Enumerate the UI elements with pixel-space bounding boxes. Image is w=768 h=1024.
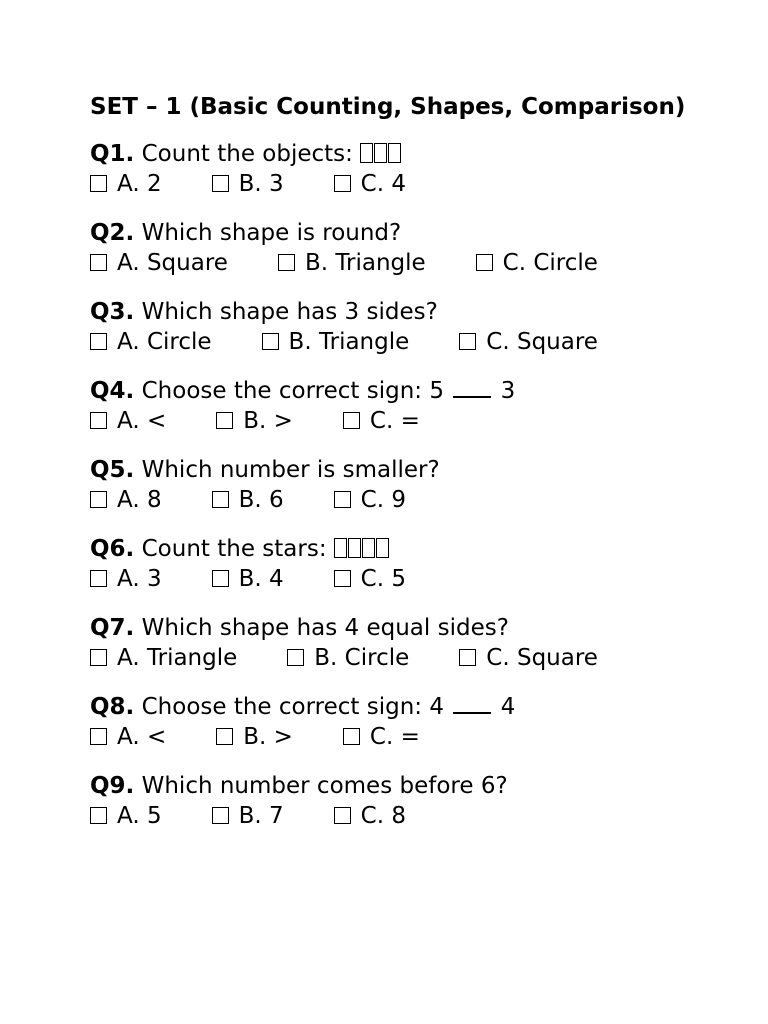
question-text: Which number comes before 6? xyxy=(141,773,508,799)
option-label: C. Circle xyxy=(502,250,598,276)
checkbox-icon[interactable] xyxy=(212,807,229,824)
question-number: Q7. xyxy=(90,615,135,641)
question-number: Q4. xyxy=(90,378,135,404)
option-label: A. < xyxy=(117,724,167,750)
answer-blank[interactable] xyxy=(453,692,491,714)
question-7-options xyxy=(90,643,710,673)
option-label: A. Triangle xyxy=(117,645,238,671)
option-label: A. < xyxy=(117,408,167,434)
question-number: Q1. xyxy=(90,141,135,167)
option-a[interactable] xyxy=(90,722,166,752)
option-label: B. 6 xyxy=(238,487,284,513)
option-label: C. Square xyxy=(486,645,598,671)
option-a[interactable] xyxy=(90,564,162,594)
missing-glyph-icon xyxy=(374,143,387,163)
question-text: Which shape is round? xyxy=(141,220,402,246)
option-c[interactable] xyxy=(334,564,406,594)
question-1 xyxy=(90,139,710,199)
option-label: C. 9 xyxy=(360,487,406,513)
option-label: A. Circle xyxy=(117,329,212,355)
checkbox-icon[interactable] xyxy=(459,649,476,666)
question-9-prompt xyxy=(90,771,710,801)
option-label: B. 3 xyxy=(238,171,284,197)
option-a[interactable] xyxy=(90,248,228,278)
question-number: Q5. xyxy=(90,457,135,483)
question-number: Q9. xyxy=(90,773,135,799)
missing-glyph-icon xyxy=(376,538,389,558)
worksheet-title: SET – 1 (Basic Counting, Shapes, Comparison) xyxy=(90,94,686,120)
option-b[interactable] xyxy=(216,722,293,752)
checkbox-icon[interactable] xyxy=(343,412,360,429)
option-label: B. > xyxy=(243,724,293,750)
checkbox-icon[interactable] xyxy=(90,570,107,587)
question-6-options xyxy=(90,564,710,594)
question-number: Q2. xyxy=(90,220,135,246)
question-9-options xyxy=(90,801,710,831)
option-label: B. Triangle xyxy=(288,329,410,355)
question-5 xyxy=(90,455,710,515)
option-label: C. 5 xyxy=(360,566,406,592)
option-a[interactable] xyxy=(90,406,166,436)
option-b[interactable] xyxy=(216,406,293,436)
option-c[interactable] xyxy=(343,406,420,436)
option-a[interactable] xyxy=(90,169,162,199)
checkbox-icon[interactable] xyxy=(212,491,229,508)
checkbox-icon[interactable] xyxy=(212,570,229,587)
option-b[interactable] xyxy=(212,485,284,515)
option-label: A. 5 xyxy=(117,803,162,829)
option-c[interactable] xyxy=(476,248,598,278)
question-text: Count the objects: xyxy=(141,141,353,167)
question-text-end: 4 xyxy=(500,694,516,720)
option-label: B. > xyxy=(243,408,293,434)
option-a[interactable] xyxy=(90,643,237,673)
checkbox-icon[interactable] xyxy=(90,728,107,745)
option-label: A. Square xyxy=(117,250,228,276)
question-text: Choose the correct sign: 4 xyxy=(141,694,444,720)
question-4-options xyxy=(90,406,710,436)
question-8-options xyxy=(90,722,710,752)
checkbox-icon[interactable] xyxy=(287,649,304,666)
missing-glyph-icon xyxy=(362,538,375,558)
question-4 xyxy=(90,376,710,436)
checkbox-icon[interactable] xyxy=(90,412,107,429)
question-6 xyxy=(90,534,710,594)
checkbox-icon[interactable] xyxy=(216,728,233,745)
checkbox-icon[interactable] xyxy=(334,491,351,508)
question-1-prompt xyxy=(90,139,710,169)
option-b[interactable] xyxy=(212,801,284,831)
question-text: Which number is smaller? xyxy=(141,457,440,483)
question-number: Q3. xyxy=(90,299,135,325)
option-label: C. Square xyxy=(486,329,598,355)
missing-glyph-icon xyxy=(334,538,347,558)
question-text-end: 3 xyxy=(500,378,516,404)
option-label: B. 7 xyxy=(238,803,284,829)
checkbox-icon[interactable] xyxy=(334,570,351,587)
worksheet xyxy=(90,92,710,850)
option-b[interactable] xyxy=(262,327,410,357)
option-label: A. 2 xyxy=(117,171,162,197)
option-a[interactable] xyxy=(90,801,162,831)
option-label: A. 8 xyxy=(117,487,162,513)
checkbox-icon[interactable] xyxy=(459,333,476,350)
question-text: Which shape has 4 equal sides? xyxy=(141,615,509,641)
option-c[interactable] xyxy=(334,485,406,515)
option-c[interactable] xyxy=(334,801,406,831)
checkbox-icon[interactable] xyxy=(343,728,360,745)
question-8 xyxy=(90,692,710,752)
question-3-prompt xyxy=(90,297,710,327)
question-7 xyxy=(90,613,710,673)
option-label: C. = xyxy=(369,408,420,434)
missing-glyph-icon xyxy=(360,143,373,163)
question-3-options xyxy=(90,327,710,357)
question-8-prompt xyxy=(90,692,710,722)
star-glyphs xyxy=(334,538,389,558)
question-text: Choose the correct sign: 5 xyxy=(141,378,444,404)
option-b[interactable] xyxy=(287,643,409,673)
option-b[interactable] xyxy=(278,248,426,278)
question-text: Count the stars: xyxy=(141,536,327,562)
option-label: A. 3 xyxy=(117,566,162,592)
missing-glyph-icon xyxy=(388,143,401,163)
option-a[interactable] xyxy=(90,485,162,515)
question-2-prompt xyxy=(90,218,710,248)
question-5-prompt xyxy=(90,455,710,485)
checkbox-icon[interactable] xyxy=(262,333,279,350)
option-c[interactable] xyxy=(334,169,406,199)
option-label: B. Circle xyxy=(314,645,410,671)
option-c[interactable] xyxy=(459,643,598,673)
question-text: Which shape has 3 sides? xyxy=(141,299,438,325)
question-2-options xyxy=(90,248,710,278)
question-number: Q8. xyxy=(90,694,135,720)
checkbox-icon[interactable] xyxy=(90,649,107,666)
question-5-options xyxy=(90,485,710,515)
answer-blank[interactable] xyxy=(453,376,491,398)
question-1-options xyxy=(90,169,710,199)
object-glyphs xyxy=(360,143,401,163)
question-4-prompt xyxy=(90,376,710,406)
option-b[interactable] xyxy=(212,169,284,199)
checkbox-icon[interactable] xyxy=(216,412,233,429)
question-number: Q6. xyxy=(90,536,135,562)
checkbox-icon[interactable] xyxy=(278,254,295,271)
checkbox-icon[interactable] xyxy=(90,807,107,824)
option-label: B. Triangle xyxy=(304,250,426,276)
option-label: C. 8 xyxy=(360,803,406,829)
checkbox-icon[interactable] xyxy=(90,254,107,271)
checkbox-icon[interactable] xyxy=(334,175,351,192)
option-label: C. 4 xyxy=(360,171,406,197)
question-2 xyxy=(90,218,710,278)
checkbox-icon[interactable] xyxy=(212,175,229,192)
option-b[interactable] xyxy=(212,564,284,594)
checkbox-icon[interactable] xyxy=(90,491,107,508)
question-9 xyxy=(90,771,710,831)
option-a[interactable] xyxy=(90,327,212,357)
question-6-prompt xyxy=(90,534,710,564)
option-c[interactable] xyxy=(343,722,420,752)
option-c[interactable] xyxy=(459,327,598,357)
checkbox-icon[interactable] xyxy=(334,807,351,824)
missing-glyph-icon xyxy=(348,538,361,558)
checkbox-icon[interactable] xyxy=(90,175,107,192)
question-7-prompt xyxy=(90,613,710,643)
option-label: C. = xyxy=(369,724,420,750)
checkbox-icon[interactable] xyxy=(90,333,107,350)
option-label: B. 4 xyxy=(238,566,284,592)
checkbox-icon[interactable] xyxy=(476,254,493,271)
question-3 xyxy=(90,297,710,357)
